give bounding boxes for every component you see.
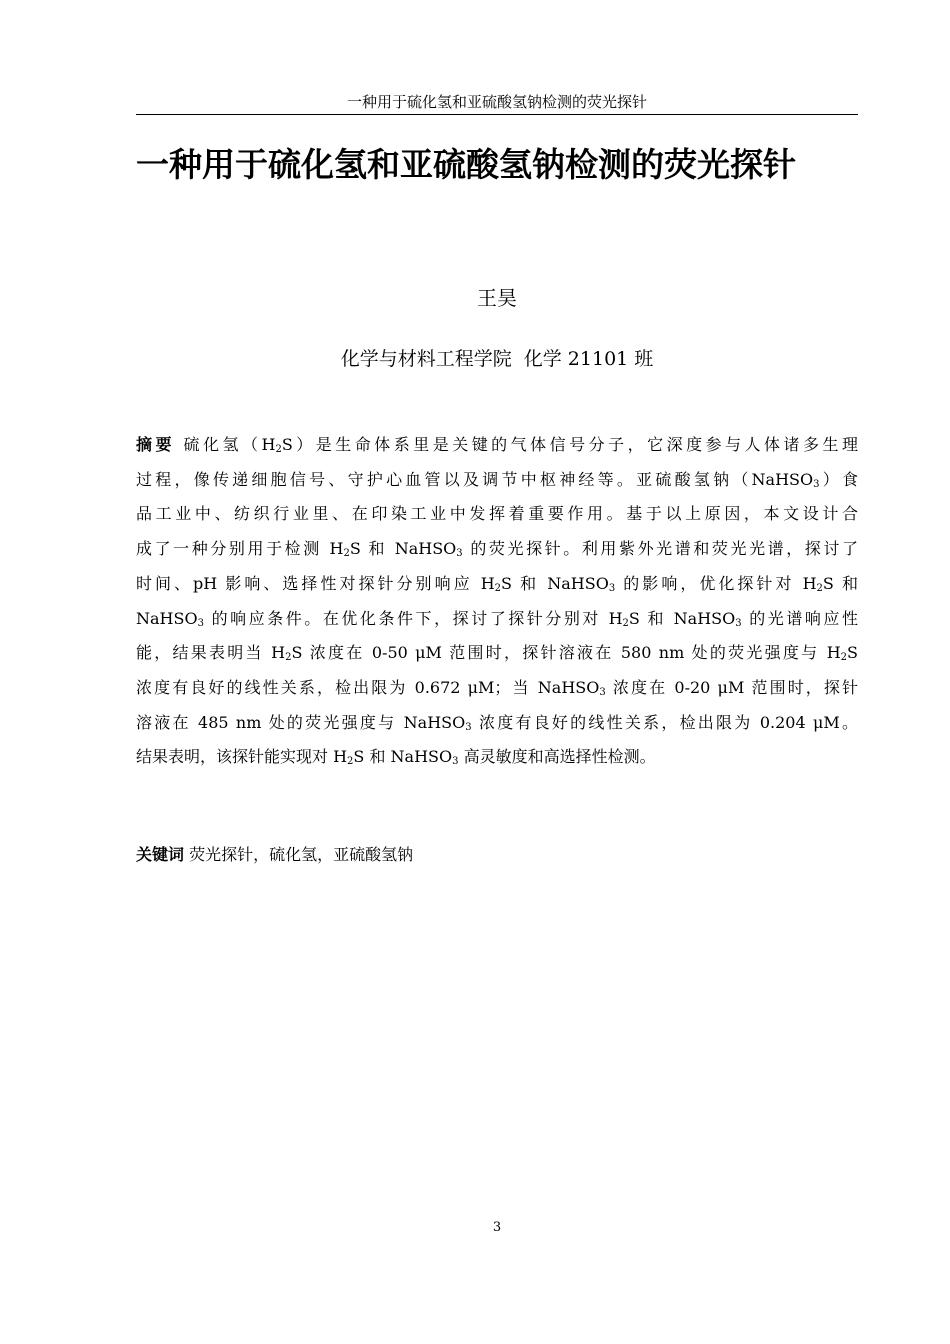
author-affiliation: 化学与材料工程学院 化学 21101 班 — [340, 348, 654, 370]
subscript: 3 — [465, 721, 472, 733]
abstract-line-0-content — [175, 435, 858, 454]
subscript: 3 — [813, 478, 820, 490]
paper-title: 一种用于硫化氢和亚硫酸氢钠检测的荧光探针 — [136, 145, 796, 184]
abstract-line — [136, 602, 858, 637]
abstract-text-run: S 浓度在 0-50 μM 范围时，探针溶液在 580 nm 处的荧光强度与 H — [291, 643, 841, 663]
subscript: 2 — [622, 617, 629, 629]
abstract-text-run: S — [847, 643, 858, 663]
running-header: 一种用于硫化氢和亚硫酸氢钠检测的荧光探针 — [346, 93, 647, 111]
abstract-line — [136, 532, 858, 567]
abstract-text-run: 浓度有良好的线性关系，检出限为 0.204 μM。 — [471, 712, 858, 732]
abstract-text-run: 浓度有良好的线性关系，检出限为 0.672 μM；当 NaHSO — [136, 677, 600, 697]
abstract-line — [136, 567, 858, 602]
abstract-text-run: 高灵敏度和高选择性检测。 — [458, 747, 656, 767]
abstract-text-run: 的荧光探针。利用紫外光谱和荧光光谱，探讨了 — [462, 539, 858, 559]
abstract-text-run: 成了一种分别用于检测 H — [136, 539, 344, 559]
abstract-text-run: S 和 — [822, 573, 858, 593]
abstract-text-run: 结果表明，该探针能实现对 H — [136, 747, 348, 767]
abstract-text-run: S 和 NaHSO — [628, 608, 736, 628]
abstract-text-run: 硫化氢（H — [174, 435, 276, 454]
subscript: 2 — [494, 582, 502, 594]
abstract-line — [136, 497, 858, 532]
abstract-line — [136, 740, 858, 775]
abstract-text-run: S 和 NaHSO — [349, 539, 457, 559]
abstract-line — [136, 636, 858, 671]
abstract-text-run: ）食 — [819, 469, 858, 489]
subscript: 2 — [285, 652, 292, 664]
keywords-line — [136, 840, 858, 870]
subscript: 2 — [347, 756, 354, 768]
abstract-text-run: S）是生命体系里是关键的气体信号分子，它深度参与人体诸多生理 — [281, 435, 858, 454]
abstract-paragraph — [136, 428, 858, 775]
subscript: 3 — [456, 548, 463, 560]
keywords-label: 关键词 — [136, 845, 185, 864]
abstract-line — [136, 428, 858, 463]
abstract-text-run: 浓度在 0-20 μM 范围时，探针 — [605, 677, 858, 697]
abstract-text-run: 的光谱响应性 — [741, 608, 858, 628]
abstract-line — [136, 671, 858, 706]
subscript: 2 — [343, 548, 350, 560]
abstract-text-run: NaHSO — [136, 608, 198, 628]
subscript: 2 — [275, 444, 282, 455]
abstract-text-run: S 和 NaHSO — [501, 573, 609, 593]
abstract-text-run: 的响应条件。在优化条件下，探讨了探针分别对 H — [203, 608, 623, 628]
abstract-text-run: S 和 NaHSO — [353, 747, 453, 767]
subscript: 3 — [735, 617, 742, 629]
abstract-text-run: 时间、pH 影响、选择性对探针分别响应 H — [136, 573, 495, 593]
abstract-text-run: 过程，像传递细胞信号、守护心血管以及调节中枢神经等。亚硫酸氢钠（NaHSO — [136, 469, 814, 489]
author-name: 王昊 — [477, 286, 517, 310]
abstract-label: 摘要 — [136, 435, 175, 454]
subscript: 2 — [840, 652, 848, 664]
abstract-text-run: 的影响，优化探针对 H — [615, 573, 817, 593]
page-number: 3 — [492, 1220, 502, 1235]
header-rule — [136, 114, 858, 115]
subscript: 3 — [452, 756, 459, 768]
subscript: 3 — [599, 686, 606, 698]
abstract-text-run: 品工业中、纺织行业里、在印染工业中发挥着重要作用。基于以上原因，本文设计合 — [136, 504, 858, 524]
abstract-line — [136, 706, 858, 741]
abstract-text-run: 能，结果表明当 H — [136, 643, 286, 663]
subscript: 3 — [197, 617, 204, 629]
abstract-text-run: 溶液在 485 nm 处的荧光强度与 NaHSO — [136, 712, 466, 732]
subscript: 3 — [608, 582, 616, 594]
subscript: 2 — [816, 582, 823, 594]
keywords-text: 荧光探针，硫化氢，亚硫酸氢钠 — [184, 845, 414, 864]
abstract-line — [136, 463, 858, 498]
